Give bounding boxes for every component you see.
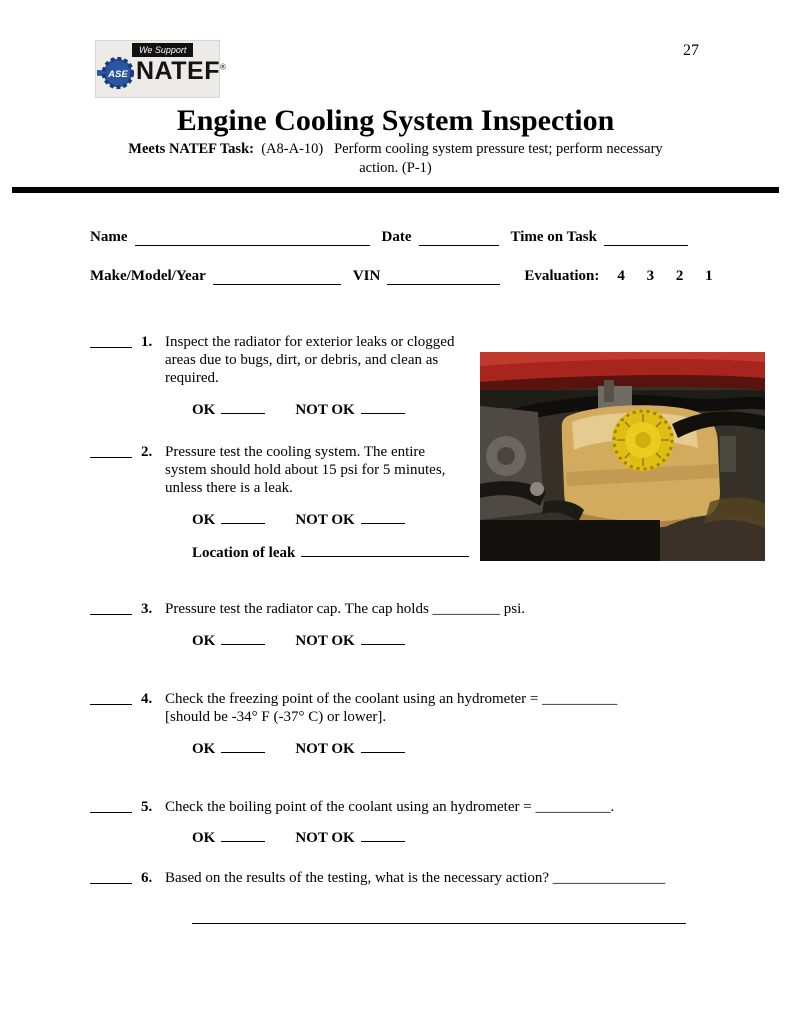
step-response-blank [90, 443, 132, 458]
evaluation-value-2: 2 [675, 267, 684, 284]
info-section [0, 193, 791, 285]
step-text: Based on the results of the testing, what is the necessary action? _______________ [165, 870, 666, 887]
location-of-leak-blank [301, 544, 469, 557]
step-response-blank [90, 333, 132, 348]
evaluation-value-4: 4 [617, 267, 625, 284]
date-label: Date [381, 228, 412, 245]
ok-label: OK [192, 830, 216, 847]
name-label: Name [90, 228, 128, 245]
not-ok-label: NOT OK [295, 511, 355, 528]
step-response-blank [90, 600, 132, 615]
step-text: Pressure test the cooling system. The entire system should hold about 15 psi for 5 minutes, unless there is a leak. [165, 443, 446, 497]
vin-label: VIN [352, 267, 381, 284]
step-number: 3. [141, 601, 153, 618]
task-description-line1: (A8-A-10) Perform cooling system pressure test; perform necessary [253, 141, 663, 157]
ok-blank [221, 632, 265, 645]
coolant-reservoir-photo [480, 352, 765, 561]
not-ok-label: NOT OK [295, 740, 355, 757]
we-support-banner: We Support [132, 43, 193, 57]
page-title: Engine Cooling System Inspection [176, 104, 615, 137]
not-ok-label: NOT OK [295, 401, 355, 418]
step-response-blank [90, 690, 132, 705]
ok-row [192, 829, 701, 847]
ok-blank [221, 401, 265, 414]
make-model-year-blank [213, 270, 341, 285]
ok-row [192, 632, 701, 650]
time-on-task-blank [604, 231, 688, 246]
ok-blank [221, 511, 265, 524]
evaluation-scale [599, 268, 712, 285]
natef-task-line [0, 140, 791, 178]
ase-wordmark: ASE [108, 68, 128, 80]
step-text-note: [should be -34° F (-37° C) or lower]. [165, 709, 387, 726]
date-blank [419, 231, 499, 246]
step-number: 1. [141, 333, 153, 350]
ok-blank [221, 829, 265, 842]
step-number: 5. [141, 798, 153, 815]
evaluation-value-3: 3 [646, 267, 655, 284]
step-response-blank [90, 869, 132, 884]
page-number: 27 [683, 42, 699, 59]
info-line-1 [90, 229, 696, 246]
registered-mark: ® [219, 62, 227, 72]
step-text: Check the boiling point of the coolant using an hydrometer = __________. [165, 798, 615, 815]
time-on-task-label: Time on Task [510, 228, 597, 245]
meets-natef-task-label: Meets NATEF Task: [128, 141, 254, 157]
make-model-year-label: Make/Model/Year [90, 267, 206, 284]
step-response-blank [90, 798, 132, 813]
ok-blank [221, 740, 265, 753]
fitting [720, 436, 736, 472]
not-ok-blank [361, 401, 405, 414]
task-item-3 [90, 600, 701, 650]
step-number: 6. [141, 870, 153, 887]
not-ok-blank [361, 632, 405, 645]
step-text: Check the freezing point of the coolant using an hydrometer = __________ [should be -34° F (-37° C) or lower]. [165, 690, 618, 726]
step-text: Inspect the radiator for exterior leaks or clogged areas due to bugs, dirt, or debris, and clean as required. [165, 333, 455, 387]
necessary-action-answer-blank [192, 910, 686, 924]
natef-wordmark: NATEF® [136, 57, 227, 85]
not-ok-blank [361, 740, 405, 753]
evaluation-label: Evaluation: [524, 267, 600, 284]
task-item-6 [90, 869, 701, 923]
not-ok-blank [361, 829, 405, 842]
name-blank [135, 231, 370, 246]
not-ok-label: NOT OK [295, 830, 355, 847]
step-number: 2. [141, 443, 153, 460]
ase-gear-icon [97, 54, 135, 92]
header-row [0, 0, 791, 98]
location-of-leak-label: Location of leak [192, 545, 296, 562]
not-ok-blank [361, 511, 405, 524]
hose-clamp [530, 482, 544, 496]
not-ok-label: NOT OK [295, 632, 355, 649]
task-item-4 [90, 690, 701, 758]
ok-label: OK [192, 401, 216, 418]
ok-label: OK [192, 740, 216, 757]
ok-row [192, 740, 701, 758]
ok-label: OK [192, 632, 216, 649]
natef-ase-logo [95, 40, 227, 98]
task-item-5 [90, 798, 701, 848]
info-line-2 [90, 267, 713, 285]
step-number: 4. [141, 690, 153, 707]
evaluation-value-1: 1 [705, 267, 713, 284]
ok-label: OK [192, 511, 216, 528]
vin-blank [387, 270, 500, 285]
step-text: Pressure test the radiator cap. The cap holds _________ psi. [165, 601, 526, 618]
photo-image [480, 352, 765, 561]
task-description-line2: action. (P-1) [359, 159, 432, 176]
